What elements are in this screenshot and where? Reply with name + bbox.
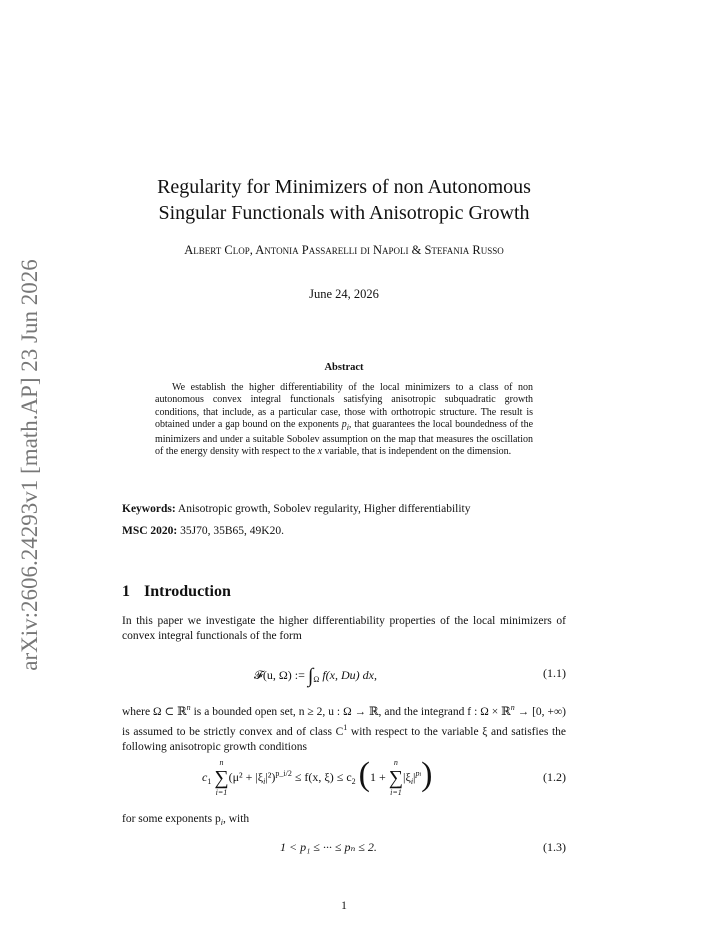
abstract-heading: Abstract [324, 362, 364, 373]
section-title: Introduction [144, 583, 231, 600]
equation-number-1-3: (1.3) [543, 840, 566, 854]
paper-title [122, 174, 566, 226]
equation-number-1-2: (1.2) [543, 770, 566, 784]
intro-paragraph-3: for some exponents $p_i$, with [122, 813, 250, 827]
equation-1-2: $c_1$ n ∑ i=1 $(\mu^2 + |\xi_i|^2)^{p\_i/2} \le f(x$, $\xi) \le c_2$ (1 + n ∑ i=1 $|\xi_i|^{pi}$) (1.2) [202, 756, 566, 798]
authors: Albert Clop, Antonia Passarelli di Napoli & Stefania Russo [184, 243, 504, 257]
intro-paragraph-1: In this paper we investigate the higher differentiability properties of the local minimizers of convex integral functionals of the form [122, 615, 566, 642]
title-line-1: Regularity for Minimizers of non Autonomous [157, 176, 531, 198]
keywords-label: Keywords: [122, 503, 176, 515]
equation-number-1-1: (1.1) [543, 666, 566, 680]
msc [122, 525, 284, 537]
page-number: 1 [341, 900, 347, 912]
title-line-2: Singular Functionals with Anisotropic Growth [158, 202, 530, 224]
keywords [122, 503, 470, 515]
arxiv-sidebar [12, 250, 48, 680]
equation-1-3: 1 < p₁ ≤ ··· ≤ pₙ ≤ 2. (1.3) [280, 840, 566, 854]
section-heading [122, 583, 231, 601]
arxiv-id: arXiv:2606.24293v1 [math.AP] 23 Jun 2026 [17, 259, 42, 671]
msc-value: 35J70, 35B65, 49K20. [180, 525, 284, 537]
intro-paragraph-2: where Ω ⊂ ℝ$^n$ is a bounded open set, n ≥ 2, u : Ω → ℝ, and the integrand f : Ω × ℝ$^n$ → [0, +∞) is assumed to be strictly convex and of class $C^1$ with respect to the variable ξ and satisfies the following anisotropic growth conditions [122, 703, 566, 753]
date: June 24, 2026 [309, 287, 379, 301]
keywords-value: Anisotropic growth, Sobolev regularity, Higher differentiability [177, 503, 471, 515]
msc-label: MSC 2020: [122, 525, 178, 537]
section-number: 1 [122, 583, 130, 600]
equation-1-1: 𝓕(u, Ω) := $\int_\Omega$ f(x, Du) dx, (1.1) [254, 665, 566, 687]
abstract-body: We establish the higher differentiability of the local minimizers to a class of non autonomous convex integral functionals satisfying anisotropic subquadratic growth conditions, that include, as a particular case, those with orthotropic structure. The result is obtained under a gap bound on the exponents $p_i$, that guarantees the local boundedness of the minimizers and under a suitable Sobolev assumption on the map that measures the oscillation of the energy density with respect to the x variable, that is independent on the dimension. [155, 382, 534, 458]
